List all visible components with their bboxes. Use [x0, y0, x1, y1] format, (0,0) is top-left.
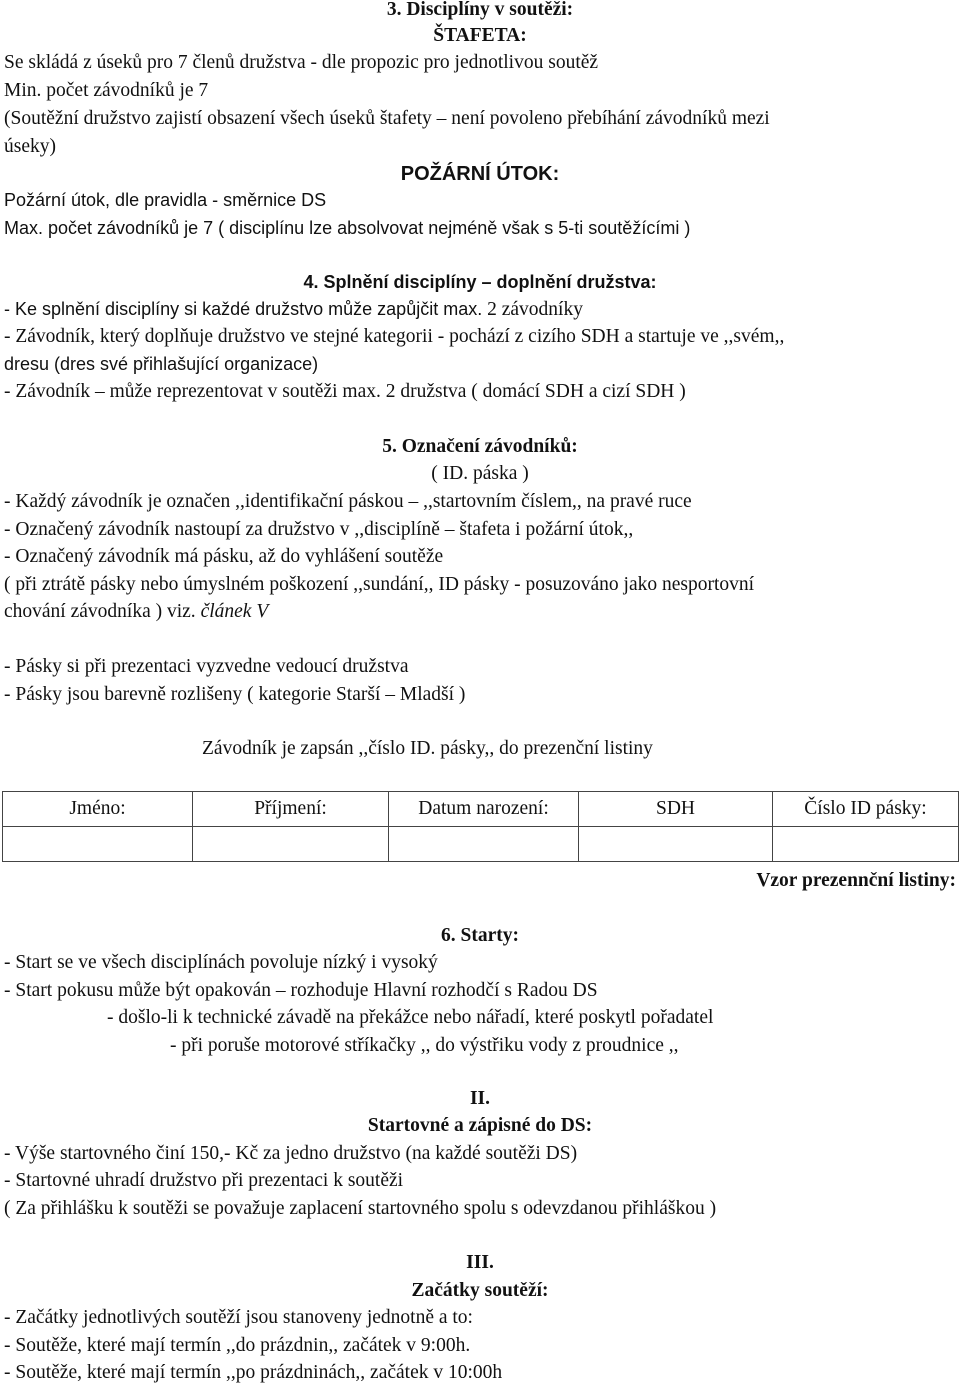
attack-title: POŽÁRNÍ ÚTOK: [400, 163, 560, 185]
empty-cell [773, 827, 959, 862]
col-sdh: SDH [579, 792, 773, 827]
conduct-text: chování závodníka ) viz. [4, 601, 196, 622]
section3-heading: 3. Disciplíny v soutěži: [386, 0, 574, 20]
relay-line-1: Se skládá z úseků pro 7 členů družstva - dle propozic pro jednotlivou soutěž [4, 52, 599, 73]
section4-line-3: dresu (dres své přihlašující organizace) [4, 354, 319, 374]
attack-line-1: Požární útok, dle pravidla - směrnice DS [4, 190, 327, 210]
register-caption: Vzor prezennční listiny: [756, 870, 956, 891]
part3-heading: Začátky soutěží: [411, 1280, 549, 1301]
col-surname: Příjmení: [193, 792, 389, 827]
section5-line-6: - Pásky si při prezentaci vyzvedne vedoucí družstva [4, 656, 409, 677]
section4-line-1-tail: 2 závodníky [487, 299, 583, 320]
section4-line-4: - Závodník – může reprezentovat v soutěži max. 2 družstva ( domácí SDH a cizí SDH ) [4, 381, 686, 402]
empty-cell [389, 827, 579, 862]
col-first-name: Jméno: [3, 792, 193, 827]
section4-line-2: - Závodník, který doplňuje družstvo ve stejné kategorii - pochází z cizího SDH a startuje ve ,,svém,, [4, 326, 785, 347]
relay-line-2: Min. počet závodníků je 7 [4, 80, 209, 101]
part2-numeral: II. [469, 1088, 491, 1109]
section5-line-2: - Označený závodník nastoupí za družstvo v ,,disciplíně – štafeta i požární útok,, [4, 519, 634, 540]
attack-line-2: Max. počet závodníků je 7 ( disciplínu lze absolvovat nejméně však s 5-ti soutěžícími ) [4, 218, 691, 238]
register-empty-row [3, 827, 959, 862]
part2-line-2: - Startovné uhradí družstvo při prezentaci k soutěži [4, 1170, 404, 1191]
part2-line-3: ( Za přihlášku k soutěži se považuje zaplacení startovného spolu s odevzdanou přihláškou ) [4, 1198, 717, 1219]
register-header-row [3, 792, 959, 827]
register-note: Závodník je zapsán ,,číslo ID. pásky,, do prezenční listiny [202, 738, 653, 759]
empty-cell [579, 827, 773, 862]
section6-line-1: - Start se ve všech disciplínách povoluje nízký i vysoký [4, 952, 438, 973]
relay-line-4: úseky) [4, 136, 56, 157]
relay-line-3: (Soutěžní družstvo zajistí obsazení všech úseků štafety – není povoleno přebíhání závodníků mezi [4, 108, 770, 129]
section5-line-1: - Každý závodník je označen ,,identifikační páskou – ,,startovním číslem,, na pravé ruce [4, 491, 692, 512]
part3-line-3: - Soutěže, které mají termín ,,po prázdninách,, začátek v 10:00h [4, 1362, 503, 1383]
col-birth-date: Datum narození: [389, 792, 579, 827]
register-table [2, 791, 959, 862]
part3-line-1: - Začátky jednotlivých soutěží jsou stanoveny jednotně a to: [4, 1307, 473, 1328]
empty-cell [3, 827, 193, 862]
part3-line-2: - Soutěže, které mají termín ,,do prázdnin,, začátek v 9:00h. [4, 1335, 471, 1356]
section5-heading: 5. Označení závodníků: [382, 436, 578, 457]
section4-line-1-text: - Ke splnění disciplíny si každé družstvo může zapůjčit max. [4, 299, 483, 319]
section5-line-5 [4, 600, 268, 624]
part2-line-1: - Výše startovného činí 150,- Kč za jedno družstvo (na každé soutěži DS) [4, 1143, 578, 1164]
section4-line-1 [4, 297, 583, 322]
section4-heading: 4. Splnění disciplíny – doplnění družstva: [303, 272, 657, 292]
empty-cell [193, 827, 389, 862]
section5-line-3: - Označený závodník má pásku, až do vyhlášení soutěže [4, 546, 444, 567]
col-id-tape-number: Číslo ID pásky: [773, 792, 959, 827]
relay-title: ŠTAFETA: [433, 25, 527, 46]
section5-line-7: - Pásky jsou barevně rozlišeny ( kategorie Starší – Mladší ) [4, 684, 466, 705]
section5-line-4: ( při ztrátě pásky nebo úmyslném poškození ,,sundání,, ID pásky - posuzováno jako nesportovní [4, 574, 755, 595]
section6-subline-2: - při poruše motorové stříkačky ,, do výstřiku vody z proudnice ,, [170, 1035, 679, 1056]
part2-heading: Startovné a zápisné do DS: [367, 1115, 593, 1136]
section5-subheading: ( ID. páska ) [431, 463, 529, 484]
article-reference: článek V [200, 601, 269, 622]
section6-subline-1: - došlo-li k technické závadě na překážce nebo nářadí, které poskytl pořadatel [107, 1007, 714, 1028]
part3-numeral: III. [466, 1252, 494, 1273]
section6-heading: 6. Starty: [441, 925, 519, 946]
section6-line-2: - Start pokusu může být opakován – rozhoduje Hlavní rozhodčí s Radou DS [4, 980, 598, 1001]
